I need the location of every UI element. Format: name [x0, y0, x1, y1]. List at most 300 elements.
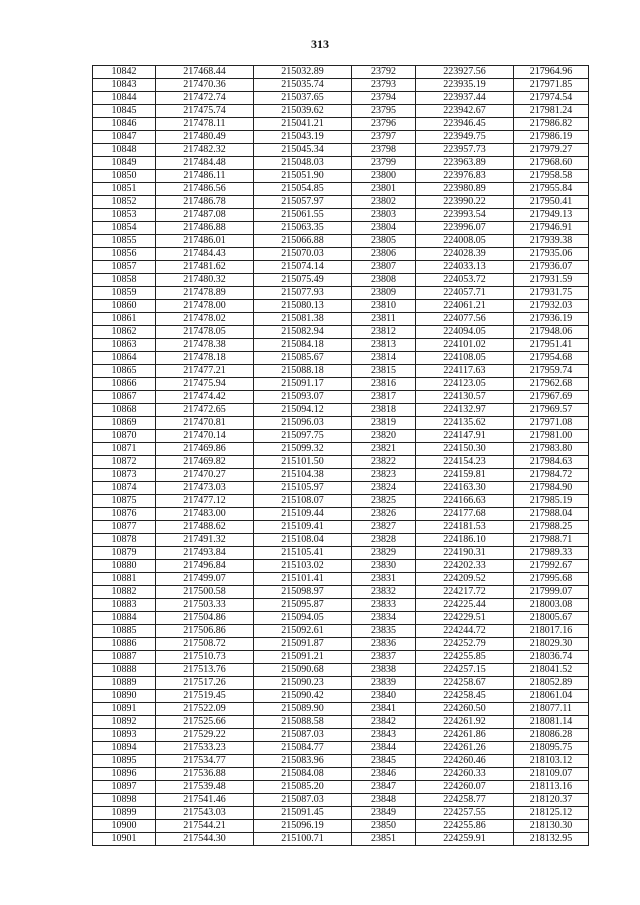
table-row	[93, 183, 589, 196]
cell-y-left: 215088.18	[254, 365, 352, 378]
cell-x-right: 223927.56	[416, 66, 514, 79]
cell-y-left: 215063.35	[254, 222, 352, 235]
cell-y-right: 217968.60	[514, 157, 589, 170]
cell-point-id-right: 23805	[352, 235, 416, 248]
cell-point-id-left: 10887	[93, 651, 156, 664]
cell-point-id-left: 10879	[93, 547, 156, 560]
cell-point-id-left: 10842	[93, 66, 156, 79]
cell-point-id-left: 10853	[93, 209, 156, 222]
cell-point-id-left: 10898	[93, 794, 156, 807]
cell-x-right: 224261.86	[416, 729, 514, 742]
cell-point-id-right: 23814	[352, 352, 416, 365]
table-row	[93, 209, 589, 222]
cell-point-id-left: 10888	[93, 664, 156, 677]
cell-x-left: 217493.84	[156, 547, 254, 560]
cell-y-right: 217954.68	[514, 352, 589, 365]
cell-x-right: 223946.45	[416, 118, 514, 131]
cell-point-id-right: 23819	[352, 417, 416, 430]
cell-x-right: 224260.50	[416, 703, 514, 716]
cell-x-right: 224130.57	[416, 391, 514, 404]
cell-y-left: 215090.42	[254, 690, 352, 703]
cell-x-right: 224258.67	[416, 677, 514, 690]
cell-point-id-left: 10857	[93, 261, 156, 274]
cell-x-right: 223996.07	[416, 222, 514, 235]
cell-x-right: 224260.46	[416, 755, 514, 768]
cell-point-id-right: 23848	[352, 794, 416, 807]
table-row	[93, 625, 589, 638]
cell-point-id-right: 23850	[352, 820, 416, 833]
cell-y-left: 215096.03	[254, 417, 352, 430]
table-row	[93, 716, 589, 729]
table-row	[93, 482, 589, 495]
cell-y-left: 215054.85	[254, 183, 352, 196]
cell-x-right: 224077.56	[416, 313, 514, 326]
cell-y-right: 218005.67	[514, 612, 589, 625]
cell-x-left: 217541.46	[156, 794, 254, 807]
cell-x-right: 223993.54	[416, 209, 514, 222]
cell-point-id-left: 10881	[93, 573, 156, 586]
cell-point-id-left: 10875	[93, 495, 156, 508]
cell-point-id-left: 10892	[93, 716, 156, 729]
cell-x-left: 217477.12	[156, 495, 254, 508]
cell-point-id-left: 10877	[93, 521, 156, 534]
cell-point-id-right: 23798	[352, 144, 416, 157]
cell-y-left: 215085.20	[254, 781, 352, 794]
cell-point-id-left: 10876	[93, 508, 156, 521]
cell-point-id-right: 23818	[352, 404, 416, 417]
cell-point-id-right: 23822	[352, 456, 416, 469]
cell-y-right: 217981.24	[514, 105, 589, 118]
cell-point-id-left: 10854	[93, 222, 156, 235]
cell-y-right: 217981.00	[514, 430, 589, 443]
cell-x-right: 224260.07	[416, 781, 514, 794]
table-row	[93, 703, 589, 716]
cell-point-id-left: 10878	[93, 534, 156, 547]
cell-point-id-left: 10865	[93, 365, 156, 378]
cell-x-right: 224061.21	[416, 300, 514, 313]
cell-y-right: 217936.07	[514, 261, 589, 274]
cell-y-left: 215041.21	[254, 118, 352, 131]
table-row	[93, 508, 589, 521]
cell-y-right: 217992.67	[514, 560, 589, 573]
cell-point-id-right: 23793	[352, 79, 416, 92]
cell-x-left: 217506.86	[156, 625, 254, 638]
cell-y-right: 217935.06	[514, 248, 589, 261]
cell-x-left: 217486.01	[156, 235, 254, 248]
cell-y-left: 215057.97	[254, 196, 352, 209]
cell-point-id-left: 10862	[93, 326, 156, 339]
table-row	[93, 391, 589, 404]
cell-point-id-left: 10860	[93, 300, 156, 313]
cell-x-right: 223949.75	[416, 131, 514, 144]
cell-y-right: 217958.58	[514, 170, 589, 183]
cell-point-id-left: 10870	[93, 430, 156, 443]
cell-y-right: 217999.07	[514, 586, 589, 599]
cell-y-right: 217946.91	[514, 222, 589, 235]
cell-y-right: 217979.27	[514, 144, 589, 157]
cell-y-right: 217988.04	[514, 508, 589, 521]
cell-y-right: 218095.75	[514, 742, 589, 755]
cell-y-right: 217931.59	[514, 274, 589, 287]
cell-y-right: 218081.14	[514, 716, 589, 729]
cell-point-id-left: 10863	[93, 339, 156, 352]
cell-point-id-left: 10844	[93, 92, 156, 105]
cell-point-id-right: 23839	[352, 677, 416, 690]
cell-point-id-right: 23834	[352, 612, 416, 625]
cell-x-left: 217468.44	[156, 66, 254, 79]
cell-point-id-left: 10883	[93, 599, 156, 612]
cell-y-left: 215105.97	[254, 482, 352, 495]
cell-x-right: 224057.71	[416, 287, 514, 300]
table-row	[93, 742, 589, 755]
cell-point-id-left: 10890	[93, 690, 156, 703]
cell-point-id-right: 23835	[352, 625, 416, 638]
cell-point-id-left: 10858	[93, 274, 156, 287]
table-row	[93, 430, 589, 443]
cell-x-right: 224159.81	[416, 469, 514, 482]
cell-point-id-right: 23809	[352, 287, 416, 300]
cell-point-id-right: 23800	[352, 170, 416, 183]
cell-x-left: 217500.58	[156, 586, 254, 599]
table-row	[93, 326, 589, 339]
cell-x-right: 224260.33	[416, 768, 514, 781]
table-row	[93, 612, 589, 625]
cell-y-left: 215100.71	[254, 833, 352, 846]
cell-y-right: 218061.04	[514, 690, 589, 703]
cell-point-id-right: 23849	[352, 807, 416, 820]
table-row	[93, 547, 589, 560]
table-row	[93, 651, 589, 664]
table-row	[93, 768, 589, 781]
cell-point-id-right: 23799	[352, 157, 416, 170]
cell-point-id-left: 10891	[93, 703, 156, 716]
cell-y-left: 215085.67	[254, 352, 352, 365]
cell-point-id-right: 23842	[352, 716, 416, 729]
table-row	[93, 521, 589, 534]
table-row	[93, 196, 589, 209]
cell-point-id-right: 23803	[352, 209, 416, 222]
table-row	[93, 248, 589, 261]
cell-x-right: 224163.30	[416, 482, 514, 495]
cell-y-right: 217959.74	[514, 365, 589, 378]
cell-x-left: 217477.21	[156, 365, 254, 378]
cell-x-right: 224259.91	[416, 833, 514, 846]
cell-point-id-right: 23792	[352, 66, 416, 79]
cell-x-right: 224135.62	[416, 417, 514, 430]
cell-y-left: 215083.96	[254, 755, 352, 768]
table-row	[93, 222, 589, 235]
cell-point-id-right: 23830	[352, 560, 416, 573]
cell-point-id-left: 10845	[93, 105, 156, 118]
cell-y-right: 217951.41	[514, 339, 589, 352]
cell-x-left: 217488.62	[156, 521, 254, 534]
cell-y-left: 215094.12	[254, 404, 352, 417]
cell-point-id-right: 23816	[352, 378, 416, 391]
cell-point-id-left: 10861	[93, 313, 156, 326]
cell-y-left: 215045.34	[254, 144, 352, 157]
cell-x-right: 224229.51	[416, 612, 514, 625]
table-row	[93, 339, 589, 352]
table-row	[93, 599, 589, 612]
cell-x-left: 217475.74	[156, 105, 254, 118]
cell-x-right: 224150.30	[416, 443, 514, 456]
cell-point-id-left: 10872	[93, 456, 156, 469]
cell-x-right: 224166.63	[416, 495, 514, 508]
cell-y-left: 215097.75	[254, 430, 352, 443]
cell-point-id-right: 23810	[352, 300, 416, 313]
cell-x-left: 217470.27	[156, 469, 254, 482]
cell-y-left: 215090.68	[254, 664, 352, 677]
cell-y-right: 217950.41	[514, 196, 589, 209]
cell-x-right: 224209.52	[416, 573, 514, 586]
cell-y-left: 215035.74	[254, 79, 352, 92]
cell-y-right: 217986.19	[514, 131, 589, 144]
cell-y-left: 215093.07	[254, 391, 352, 404]
table-row	[93, 443, 589, 456]
cell-x-left: 217469.86	[156, 443, 254, 456]
cell-x-right: 224028.39	[416, 248, 514, 261]
cell-y-right: 217932.03	[514, 300, 589, 313]
table-row	[93, 534, 589, 547]
cell-x-left: 217525.66	[156, 716, 254, 729]
table-row	[93, 794, 589, 807]
table-row	[93, 261, 589, 274]
cell-point-id-right: 23847	[352, 781, 416, 794]
cell-x-right: 224261.26	[416, 742, 514, 755]
cell-y-right: 217936.19	[514, 313, 589, 326]
cell-point-id-left: 10896	[93, 768, 156, 781]
table-row	[93, 131, 589, 144]
cell-y-left: 215091.17	[254, 378, 352, 391]
cell-point-id-right: 23804	[352, 222, 416, 235]
cell-point-id-right: 23820	[352, 430, 416, 443]
cell-y-right: 217939.38	[514, 235, 589, 248]
cell-y-left: 215081.38	[254, 313, 352, 326]
cell-y-left: 215084.18	[254, 339, 352, 352]
table-row	[93, 664, 589, 677]
cell-point-id-right: 23843	[352, 729, 416, 742]
cell-x-right: 223942.67	[416, 105, 514, 118]
cell-y-left: 215087.03	[254, 729, 352, 742]
cell-y-left: 215037.65	[254, 92, 352, 105]
cell-point-id-right: 23812	[352, 326, 416, 339]
cell-point-id-left: 10880	[93, 560, 156, 573]
cell-point-id-right: 23828	[352, 534, 416, 547]
cell-x-left: 217478.00	[156, 300, 254, 313]
cell-x-left: 217536.88	[156, 768, 254, 781]
cell-x-right: 224252.79	[416, 638, 514, 651]
table-row	[93, 66, 589, 79]
cell-point-id-left: 10895	[93, 755, 156, 768]
cell-point-id-right: 23807	[352, 261, 416, 274]
cell-y-left: 215095.87	[254, 599, 352, 612]
cell-x-left: 217513.76	[156, 664, 254, 677]
cell-point-id-right: 23825	[352, 495, 416, 508]
cell-point-id-left: 10855	[93, 235, 156, 248]
cell-x-right: 224261.92	[416, 716, 514, 729]
cell-x-left: 217478.11	[156, 118, 254, 131]
cell-y-right: 218132.95	[514, 833, 589, 846]
cell-x-left: 217472.65	[156, 404, 254, 417]
cell-y-left: 215039.62	[254, 105, 352, 118]
cell-y-right: 217971.85	[514, 79, 589, 92]
table-row	[93, 690, 589, 703]
cell-x-right: 224202.33	[416, 560, 514, 573]
cell-y-left: 215074.14	[254, 261, 352, 274]
cell-x-left: 217480.32	[156, 274, 254, 287]
cell-x-left: 217486.78	[156, 196, 254, 209]
cell-y-right: 218086.28	[514, 729, 589, 742]
cell-point-id-left: 10848	[93, 144, 156, 157]
cell-point-id-right: 23851	[352, 833, 416, 846]
cell-x-left: 217481.62	[156, 261, 254, 274]
cell-point-id-right: 23844	[352, 742, 416, 755]
table-row	[93, 287, 589, 300]
cell-point-id-left: 10871	[93, 443, 156, 456]
cell-point-id-left: 10901	[93, 833, 156, 846]
cell-y-right: 218052.89	[514, 677, 589, 690]
cell-y-left: 215092.61	[254, 625, 352, 638]
cell-point-id-left: 10849	[93, 157, 156, 170]
cell-x-right: 224225.44	[416, 599, 514, 612]
cell-x-left: 217482.32	[156, 144, 254, 157]
cell-x-left: 217480.49	[156, 131, 254, 144]
cell-y-right: 217986.82	[514, 118, 589, 131]
cell-y-right: 217995.68	[514, 573, 589, 586]
cell-y-left: 215098.97	[254, 586, 352, 599]
cell-x-left: 217487.08	[156, 209, 254, 222]
cell-x-left: 217496.84	[156, 560, 254, 573]
cell-y-left: 215048.03	[254, 157, 352, 170]
table-row	[93, 157, 589, 170]
cell-y-left: 215082.94	[254, 326, 352, 339]
table-row	[93, 586, 589, 599]
table-row	[93, 235, 589, 248]
table-row	[93, 820, 589, 833]
cell-y-left: 215084.08	[254, 768, 352, 781]
table-row	[93, 573, 589, 586]
cell-x-left: 217503.33	[156, 599, 254, 612]
cell-y-left: 215103.02	[254, 560, 352, 573]
cell-point-id-right: 23815	[352, 365, 416, 378]
cell-x-left: 217472.74	[156, 92, 254, 105]
cell-point-id-right: 23813	[352, 339, 416, 352]
table-row	[93, 144, 589, 157]
cell-y-right: 218003.08	[514, 599, 589, 612]
cell-point-id-left: 10882	[93, 586, 156, 599]
cell-point-id-left: 10864	[93, 352, 156, 365]
cell-y-left: 215090.23	[254, 677, 352, 690]
cell-x-left: 217486.56	[156, 183, 254, 196]
table-row	[93, 677, 589, 690]
cell-y-left: 215104.38	[254, 469, 352, 482]
page-number: 313	[311, 37, 329, 51]
cell-y-left: 215084.77	[254, 742, 352, 755]
table-row	[93, 118, 589, 131]
table-row	[93, 404, 589, 417]
cell-x-left: 217478.02	[156, 313, 254, 326]
cell-point-id-right: 23796	[352, 118, 416, 131]
cell-x-left: 217533.23	[156, 742, 254, 755]
cell-y-right: 217988.25	[514, 521, 589, 534]
cell-y-right: 218077.11	[514, 703, 589, 716]
cell-y-left: 215089.90	[254, 703, 352, 716]
cell-y-right: 217955.84	[514, 183, 589, 196]
cell-point-id-right: 23823	[352, 469, 416, 482]
cell-point-id-left: 10874	[93, 482, 156, 495]
cell-point-id-right: 23802	[352, 196, 416, 209]
cell-x-left: 217544.30	[156, 833, 254, 846]
cell-point-id-left: 10868	[93, 404, 156, 417]
cell-point-id-left: 10873	[93, 469, 156, 482]
cell-point-id-left: 10894	[93, 742, 156, 755]
cell-point-id-right: 23824	[352, 482, 416, 495]
cell-y-left: 215109.44	[254, 508, 352, 521]
cell-y-left: 215087.03	[254, 794, 352, 807]
cell-point-id-right: 23832	[352, 586, 416, 599]
cell-x-right: 223980.89	[416, 183, 514, 196]
table-row	[93, 729, 589, 742]
coordinates-table	[92, 65, 589, 846]
cell-point-id-right: 23794	[352, 92, 416, 105]
cell-x-left: 217475.94	[156, 378, 254, 391]
cell-y-right: 217984.90	[514, 482, 589, 495]
cell-y-left: 215105.41	[254, 547, 352, 560]
cell-x-left: 217486.11	[156, 170, 254, 183]
cell-point-id-right: 23829	[352, 547, 416, 560]
cell-y-right: 218036.74	[514, 651, 589, 664]
cell-point-id-right: 23841	[352, 703, 416, 716]
cell-x-left: 217508.72	[156, 638, 254, 651]
cell-point-id-right: 23826	[352, 508, 416, 521]
cell-y-left: 215088.58	[254, 716, 352, 729]
cell-x-right: 224101.02	[416, 339, 514, 352]
cell-x-left: 217517.26	[156, 677, 254, 690]
cell-x-right: 224258.77	[416, 794, 514, 807]
cell-y-left: 215099.32	[254, 443, 352, 456]
table-row	[93, 313, 589, 326]
cell-point-id-left: 10893	[93, 729, 156, 742]
cell-point-id-right: 23801	[352, 183, 416, 196]
cell-point-id-left: 10847	[93, 131, 156, 144]
cell-point-id-left: 10859	[93, 287, 156, 300]
cell-y-right: 217949.13	[514, 209, 589, 222]
cell-y-left: 215108.07	[254, 495, 352, 508]
cell-x-right: 223976.83	[416, 170, 514, 183]
table-row	[93, 417, 589, 430]
cell-y-left: 215101.50	[254, 456, 352, 469]
cell-x-right: 224177.68	[416, 508, 514, 521]
table-row	[93, 781, 589, 794]
cell-point-id-left: 10852	[93, 196, 156, 209]
cell-point-id-left: 10897	[93, 781, 156, 794]
cell-x-left: 217484.48	[156, 157, 254, 170]
cell-point-id-right: 23833	[352, 599, 416, 612]
cell-x-right: 224108.05	[416, 352, 514, 365]
cell-x-left: 217534.77	[156, 755, 254, 768]
table-row	[93, 755, 589, 768]
cell-point-id-right: 23827	[352, 521, 416, 534]
cell-y-left: 215080.13	[254, 300, 352, 313]
cell-point-id-right: 23821	[352, 443, 416, 456]
cell-point-id-left: 10850	[93, 170, 156, 183]
cell-y-right: 218029.30	[514, 638, 589, 651]
cell-point-id-right: 23795	[352, 105, 416, 118]
cell-x-left: 217522.09	[156, 703, 254, 716]
cell-y-right: 217967.69	[514, 391, 589, 404]
cell-y-left: 215066.88	[254, 235, 352, 248]
cell-x-right: 224147.91	[416, 430, 514, 443]
